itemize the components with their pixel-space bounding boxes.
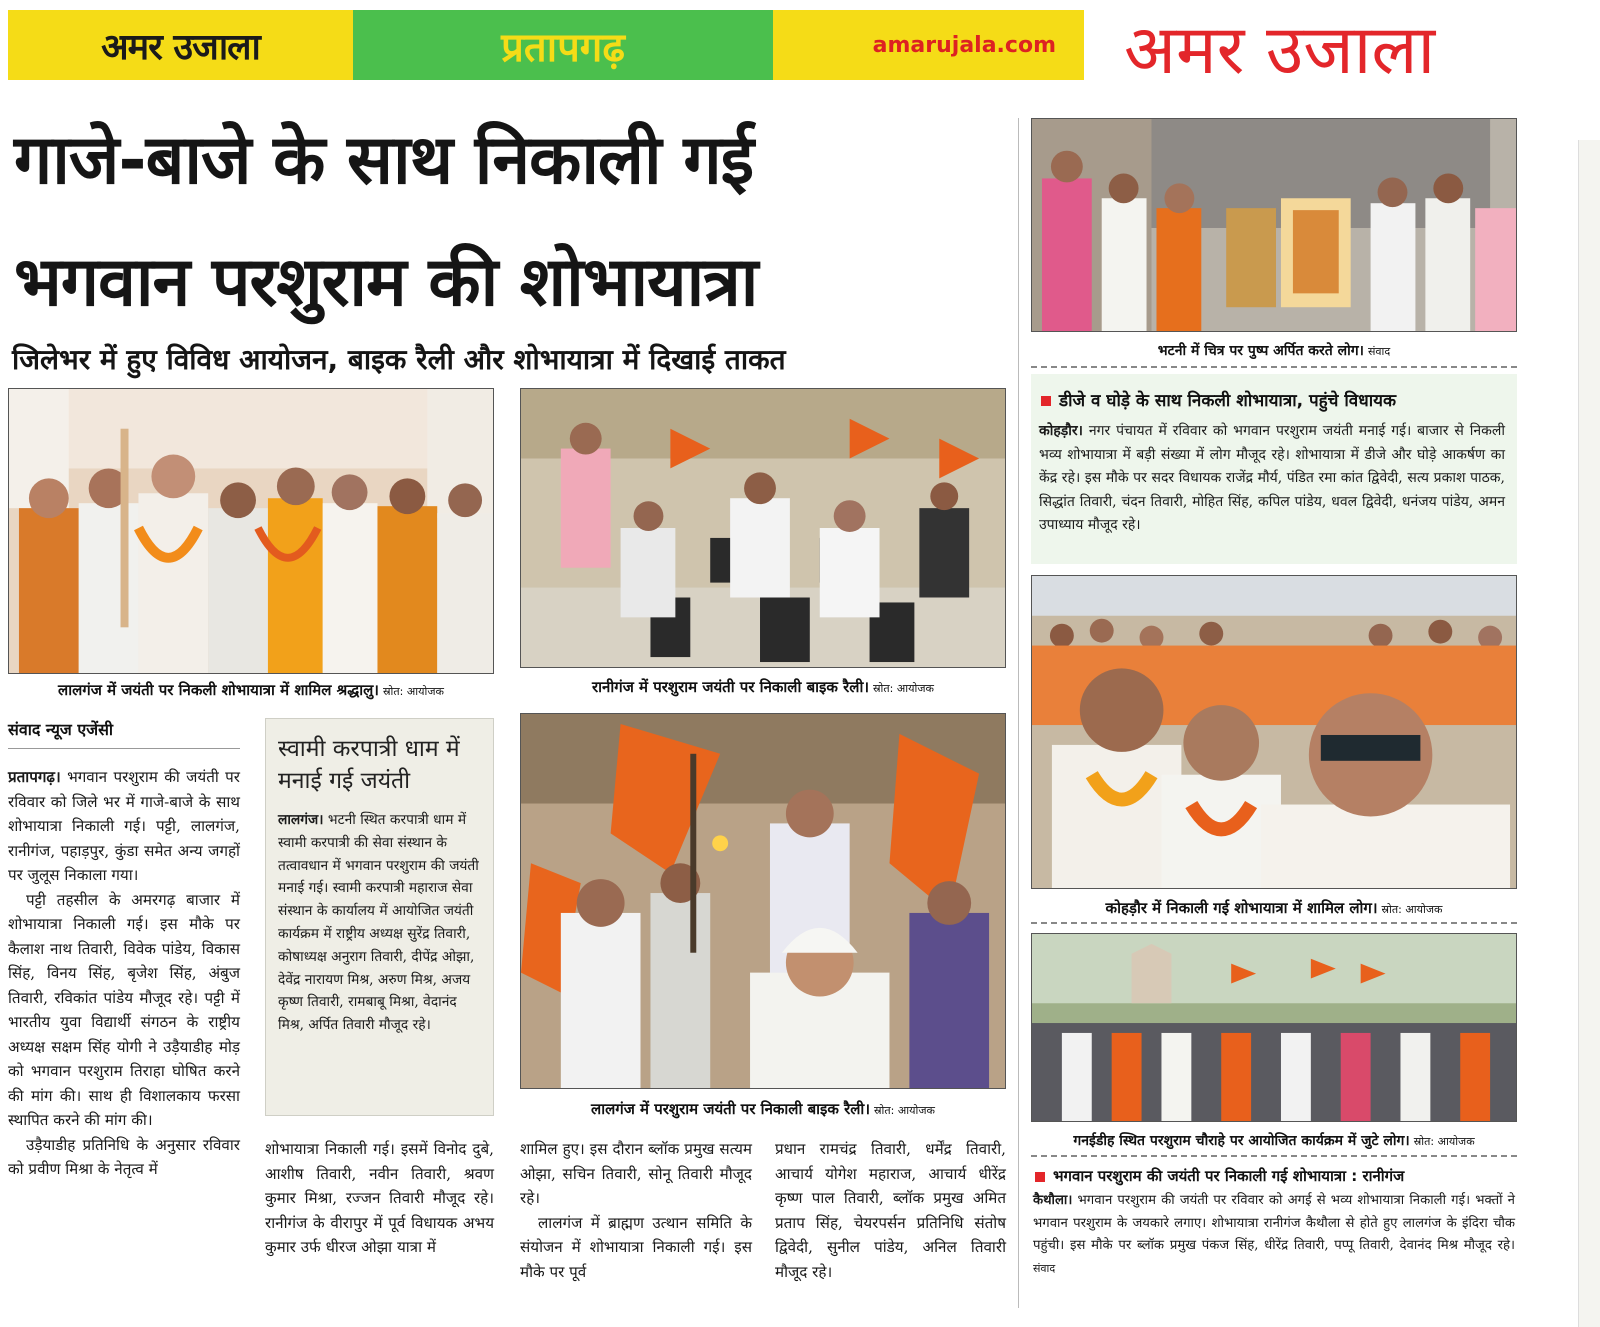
masthead-city: प्रतापगढ़ — [353, 10, 773, 80]
masthead-url[interactable]: amarujala.com — [773, 10, 1084, 80]
main-story-column-1 — [8, 765, 240, 1182]
photo-raniganj-caption: रानीगंज में परशुराम जयंती पर निकाली बाइक रैली। स्रोत: आयोजक — [592, 678, 934, 696]
box-body: भटनी स्थित करपात्री धाम में स्वामी करपात्री की सेवा संस्थान के तत्वावधान में भगवान परशुराम की जयंती मनाई गई। स्वामी करपात्री महाराज सेवा संस्थान के कार्यालय में आयोजित जयंती कार्यक्रम में राष्ट्रीय अध्यक्ष सुरेंद्र तिवारी, कोषाध्यक्ष अनुराग तिवारी, दीपेंद्र ओझा, देवेंद्र नारायण मिश्र, अरुण मिश्र, अजय कृष्ण तिवारी, रामबाबू मिश्रा, वेदानंद मिश्र, अर्पित तिवारी मौजूद रहे। — [278, 812, 479, 1034]
main-story-column-3: शामिल हुए। इस दौरान ब्लॉक प्रमुख सत्यम ओझा, सचिन तिवारी, सोनू तिवारी मौजूद रहे। लालगंज में ब्राह्मण उत्थान समिति के संयोजन में शोभायात्रा निकाली गई। इस मौके पर पूर्व — [520, 1140, 752, 1281]
masthead-strip — [8, 10, 1084, 80]
photo-bhatni-tribute — [1031, 118, 1517, 332]
divider — [8, 748, 240, 749]
subheadline: जिलेभर में हुए विविध आयोजन, बाइक रैली और शोभायात्रा में दिखाई ताकत — [12, 343, 786, 376]
photo-kohdaur-caption: कोहड़ौर में निकाली गई शोभायात्रा में शामिल लोग। स्रोत: आयोजक — [1105, 899, 1443, 917]
raniganj-source: संवाद — [1033, 1261, 1056, 1275]
photo-source: संवाद — [1367, 345, 1391, 358]
photo-kohdaur-procession — [1031, 575, 1517, 889]
divider — [1031, 366, 1517, 368]
kohdaur-story — [1031, 374, 1517, 564]
red-square-bullet — [1035, 1172, 1045, 1182]
adjacent-page-edge — [1578, 140, 1600, 1327]
kohdaur-body: नगर पंचायत में रविवार को भगवान परशुराम जयंती मनाई गई। बाजार से निकली भव्य शोभायात्रा में बड़ी संख्या में लोग मौजूद रहे। शोभायात्रा में डीजे और घोड़े आकर्षण का केंद्र रहे। इस मौके पर सदर विधायक राजेंद्र मौर्य, पंडित रमा कांत द्विवेदी, सत्य प्रकाश पाठक, सिद्धांत तिवारी, चंदन तिवारी, मोहित सिंह, कपिल पांडेय, धवल द्विवेदी, धनंजय पांडेय, अमन उपाध्याय मौजूद रहे। — [1039, 423, 1505, 533]
masthead-logo: अमर उजाला — [8, 10, 353, 80]
photo-lalganj-bike-rally — [520, 713, 1006, 1089]
photo-lalganj-devotees — [8, 388, 494, 674]
raniganj-story-text — [1033, 1190, 1515, 1280]
raniganj-dateline: कैथौला। — [1033, 1193, 1073, 1208]
photo-source: स्रोत: आयोजक — [874, 1104, 935, 1117]
main-story-column-4: प्रधान रामचंद्र तिवारी, धर्मेंद्र तिवारी, आचार्य योगेश महाराज, आचार्य धीरेंद्र कृष्ण पाल तिवारी, ब्लॉक प्रमुख अमित प्रताप सिंह, चेयरपर्सन प्रतिनिधि संतोष द्विवेदी, सुनील पांडेय, अनिल तिवारी मौजूद रहे। — [775, 1140, 1006, 1281]
kohdaur-story-title: डीजे व घोड़े के साथ निकली शोभायात्रा, पहुंचे विधायक — [1041, 388, 1396, 411]
photo-source: स्रोत: आयोजक — [1413, 1135, 1475, 1148]
photo-raniganj-bike-rally — [520, 388, 1006, 668]
divider — [1031, 922, 1517, 924]
box-story-text — [278, 809, 483, 1037]
main-para-1: भगवान परशुराम की जयंती पर रविवार को जिले भर में गाजे-बाजे के साथ शोभायात्रा निकाली गई। पट्टी, लालगंज, रानीगंज, पहाड़पुर, कुंडा समेत अन्य जगहों पर जुलूस निकाला गया। — [8, 768, 241, 884]
byline: संवाद न्यूज एजेंसी — [8, 720, 114, 739]
column-divider — [1018, 118, 1019, 1308]
photo-source: स्रोत: आयोजक — [383, 685, 444, 698]
photo-lalganj-caption: लालगंज में जयंती पर निकली शोभायात्रा में शामिल श्रद्धालु। स्रोत: आयोजक — [58, 681, 444, 699]
kohdaur-dateline: कोहड़ौर। — [1039, 423, 1083, 439]
brand-title: अमर उजाला — [1124, 11, 1436, 90]
divider — [1031, 1155, 1517, 1157]
photo-bhatni-caption: भटनी में चित्र पर पुष्प अर्पित करते लोग। संवाद — [1157, 343, 1391, 359]
photo-ganidih-gathering — [1031, 933, 1517, 1122]
headline-line-1: गाजे-बाजे के साथ निकाली गई — [14, 121, 753, 200]
main-dateline: प्रतापगढ़। — [8, 768, 61, 786]
box-story-title: स्वामी करपात्री धाम में मनाई गई जयंती — [278, 736, 460, 794]
main-para-2: पट्टी तहसील के अमरगढ़ बाजार में शोभायात्रा निकाली गई। इस मौके पर कैलाश नाथ तिवारी, विवेक पांडेय, विकास सिंह, विनय सिंह, बृजेश सिंह, अंबुज तिवारी, रविकांत पांडेय मौजूद रहे। पट्टी में भारतीय युवा विद्यार्थी संगठन के राष्ट्रीय अध्यक्ष सक्षम सिंह योगी ने उड़ैयाडीह मोड़ को भगवान परशुराम तिराहा घोषित करने की मांग की। साथ ही विशालकाय फरसा स्थापित करने की मांग की। — [8, 890, 240, 1129]
kohdaur-story-text — [1039, 420, 1505, 538]
photo-source: स्रोत: आयोजक — [873, 682, 934, 695]
photo-source: स्रोत: आयोजक — [1381, 903, 1443, 916]
raniganj-body: भगवान परशुराम की जयंती पर रविवार को अगई से भव्य शोभायात्रा निकाली गई। भक्तों ने भगवान परशुराम के जयकारे लगाए। शोभायात्रा रानीगंज कैथौला से होते हुए लालगंज के इंदिरा चौक पहुंची। इस मौके पर ब्लॉक प्रमुख पंकज सिंह, धीरेंद्र तिवारी, पप्पू तिवारी, देवानंद मिश्र मौजूद रहे। — [1033, 1193, 1515, 1253]
headline — [14, 100, 1024, 344]
photo-ganidih-caption: गनईडीह स्थित परशुराम चौराहे पर आयोजित कार्यक्रम में जुटे लोग। स्रोत: आयोजक — [1073, 1133, 1475, 1149]
raniganj-story-title: भगवान परशुराम की जयंती पर निकाली गई शोभायात्रा : रानीगंज — [1035, 1166, 1404, 1186]
red-square-bullet — [1041, 396, 1051, 406]
photo-lalganj-rally-caption: लालगंज में परशुराम जयंती पर निकाली बाइक रैली। स्रोत: आयोजक — [591, 1100, 935, 1118]
main-story-column-2: शोभायात्रा निकाली गई। इसमें विनोद दुबे, आशीष तिवारी, नवीन तिवारी, श्रवण कुमार मिश्रा, रज्जन तिवारी मौजूद रहे। रानीगंज के वीरापुर में पूर्व विधायक अभय कुमार उर्फ धीरज ओझा यात्रा में — [265, 1140, 494, 1256]
karpatri-dham-box — [265, 718, 494, 1116]
headline-line-2: भगवान परशुराम की शोभायात्रा — [14, 243, 758, 322]
box-dateline: लालगंज। — [278, 812, 324, 828]
main-para-3: उड़ैयाडीह प्रतिनिधि के अनुसार रविवार को प्रवीण मिश्रा के नेतृत्व में — [8, 1135, 240, 1178]
